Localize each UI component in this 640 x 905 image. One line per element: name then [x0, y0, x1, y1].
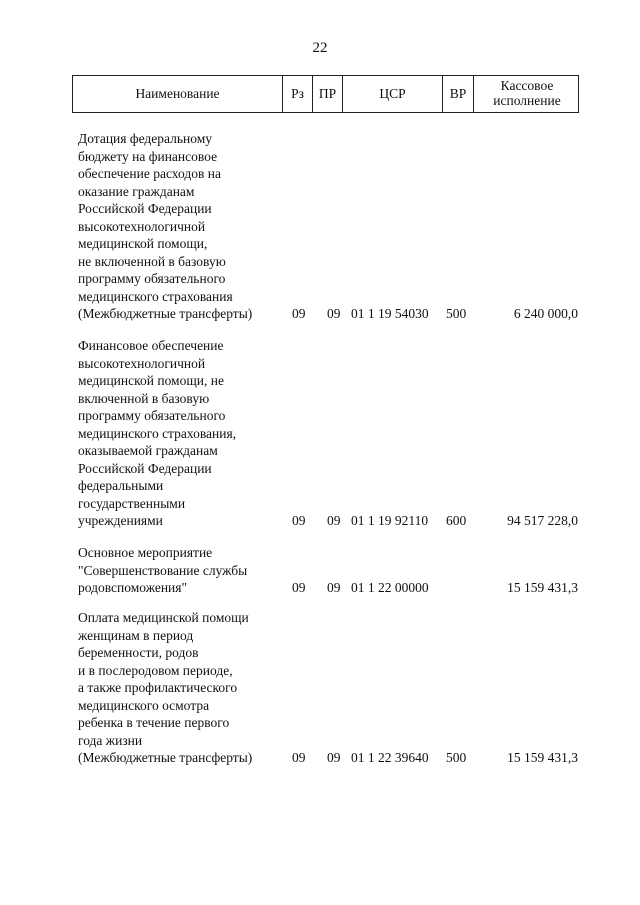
row-name: Дотация федеральному бюджету на финансовое обеспечение расходов на оказание гражданам Российской Федерации высокотехнологичной медицинской помощи, не включенной в базовую программу обязательного медицинского страхования (Межбюджетные трансферты) — [78, 131, 253, 321]
row-vr: 600 — [446, 512, 467, 528]
row-amount: 15 159 431,3 — [507, 749, 578, 765]
row-pr: 09 — [327, 305, 341, 321]
row-csr: 01 1 19 92110 — [351, 512, 429, 528]
row-vr: 500 — [446, 305, 467, 321]
row-name: Основное мероприятие "Совершенствование службы родовспоможения" — [78, 545, 248, 595]
row-csr: 01 1 19 54030 — [351, 305, 429, 321]
row-rz: 09 — [292, 512, 306, 528]
header-vr: ВР — [443, 76, 474, 112]
table-row — [78, 609, 578, 766]
row-amount: 15 159 431,3 — [507, 579, 578, 595]
table-row — [78, 544, 578, 596]
header-name: Наименование — [73, 76, 283, 112]
page-number: 22 — [312, 40, 328, 56]
header-rz: Рз — [283, 76, 313, 112]
row-csr: 01 1 22 00000 — [351, 579, 429, 595]
row-rz: 09 — [292, 305, 306, 321]
row-amount: 6 240 000,0 — [513, 305, 578, 321]
header-amount: Кассовое исполнение — [493, 78, 561, 108]
header-csr: ЦСР — [343, 76, 443, 112]
header-pr: ПР — [313, 76, 343, 112]
table-row — [78, 130, 578, 322]
row-rz: 09 — [292, 579, 306, 595]
row-name: Финансовое обеспечение высокотехнологичной медицинской помощи, не включенной в базовую программу обязательного медицинского страхования, оказываемой гражданам Российской Федерации федеральными государственными учреждениями — [78, 338, 237, 528]
table-row — [78, 337, 578, 529]
row-csr: 01 1 22 39640 — [351, 749, 429, 765]
row-vr: 500 — [446, 749, 467, 765]
table-header — [72, 75, 579, 113]
row-pr: 09 — [327, 579, 341, 595]
row-rz: 09 — [292, 749, 306, 765]
row-name: Оплата медицинской помощи женщинам в период беременности, родов и в послеродовом периоде, а также профилактического медицинского осмотра ребенка в течение первого года жизни (Межбюджетные трансферты) — [78, 610, 253, 765]
row-pr: 09 — [327, 512, 341, 528]
row-pr: 09 — [327, 749, 341, 765]
row-amount: 94 517 228,0 — [507, 512, 578, 528]
